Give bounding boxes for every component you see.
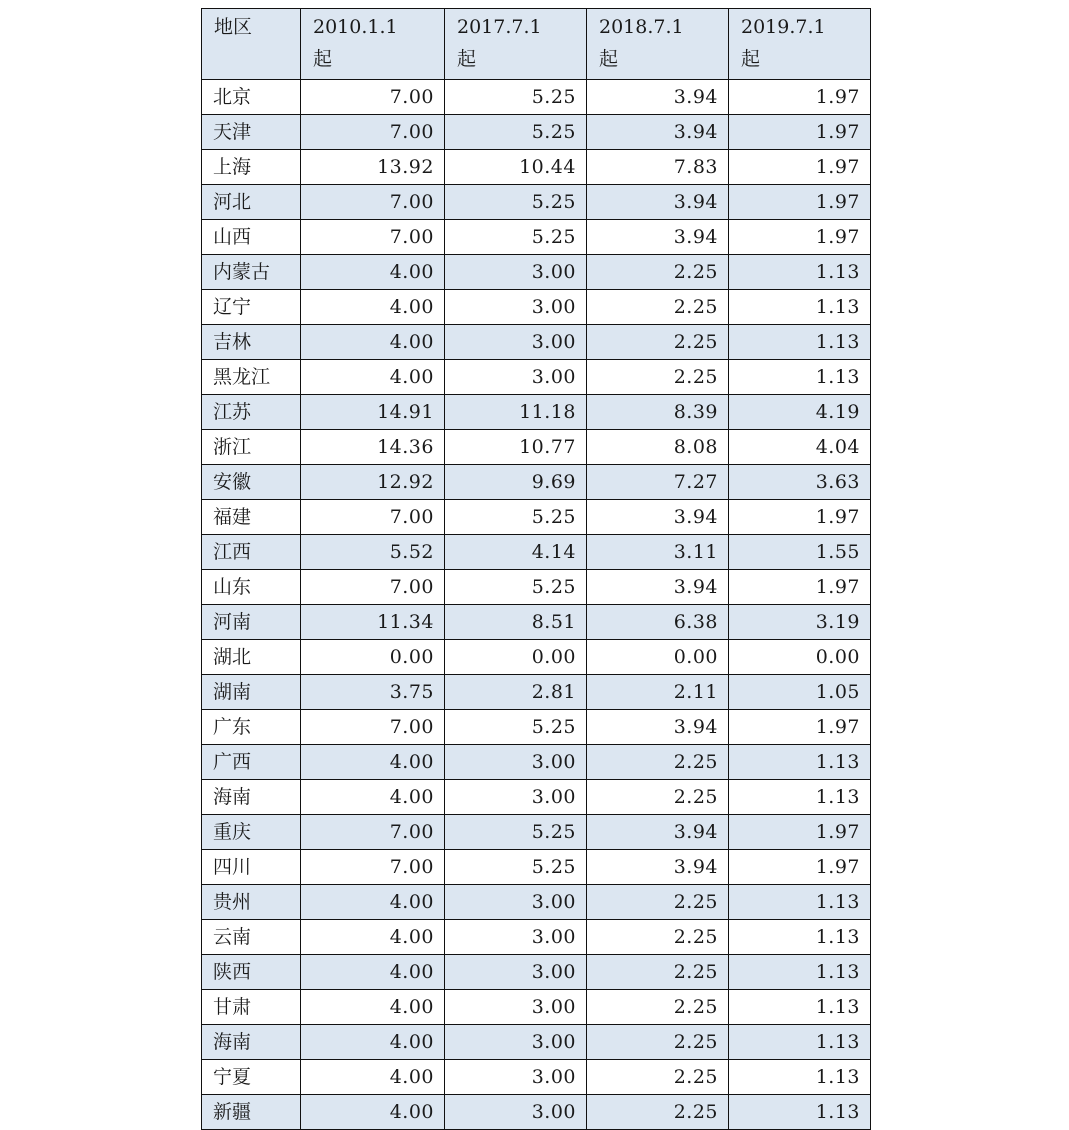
value-cell: 7.00 (301, 815, 445, 850)
value-cell: 1.97 (729, 500, 871, 535)
rate-table (201, 8, 871, 1130)
table-row (202, 780, 871, 815)
value-cell: 1.13 (729, 360, 871, 395)
value-cell: 7.00 (301, 185, 445, 220)
value-cell: 5.25 (445, 220, 587, 255)
value-cell: 2.25 (587, 325, 729, 360)
region-cell: 北京 (202, 80, 301, 115)
value-cell: 3.00 (445, 745, 587, 780)
value-cell: 3.00 (445, 990, 587, 1025)
value-cell: 1.13 (729, 955, 871, 990)
value-cell: 2.25 (587, 1095, 729, 1130)
value-cell: 3.00 (445, 255, 587, 290)
value-cell: 6.38 (587, 605, 729, 640)
region-cell: 福建 (202, 500, 301, 535)
table-row (202, 360, 871, 395)
region-cell: 河南 (202, 605, 301, 640)
value-cell: 13.92 (301, 150, 445, 185)
region-cell: 陕西 (202, 955, 301, 990)
table-row (202, 150, 871, 185)
header-date: 2019.7.1 (741, 16, 826, 38)
value-cell: 5.25 (445, 850, 587, 885)
value-cell: 1.97 (729, 220, 871, 255)
value-cell: 2.25 (587, 360, 729, 395)
value-cell: 3.94 (587, 185, 729, 220)
value-cell: 1.13 (729, 325, 871, 360)
value-cell: 14.36 (301, 430, 445, 465)
region-cell: 海南 (202, 780, 301, 815)
value-cell: 3.00 (445, 325, 587, 360)
value-cell: 9.69 (445, 465, 587, 500)
value-cell: 1.13 (729, 1095, 871, 1130)
value-cell: 2.25 (587, 885, 729, 920)
value-cell: 4.14 (445, 535, 587, 570)
table-row (202, 255, 871, 290)
value-cell: 4.00 (301, 780, 445, 815)
table-row (202, 815, 871, 850)
value-cell: 5.25 (445, 500, 587, 535)
value-cell: 3.94 (587, 815, 729, 850)
table-row (202, 325, 871, 360)
value-cell: 0.00 (729, 640, 871, 675)
value-cell: 1.13 (729, 1025, 871, 1060)
value-cell: 2.11 (587, 675, 729, 710)
region-cell: 海南 (202, 1025, 301, 1060)
value-cell: 1.13 (729, 920, 871, 955)
header-suffix: 起 (313, 48, 333, 70)
value-cell: 1.13 (729, 290, 871, 325)
region-cell: 浙江 (202, 430, 301, 465)
value-cell: 1.05 (729, 675, 871, 710)
table-row (202, 465, 871, 500)
value-cell: 1.13 (729, 885, 871, 920)
region-cell: 吉林 (202, 325, 301, 360)
value-cell: 1.97 (729, 80, 871, 115)
table-row (202, 570, 871, 605)
value-cell: 4.00 (301, 1095, 445, 1130)
value-cell: 4.00 (301, 990, 445, 1025)
value-cell: 5.25 (445, 185, 587, 220)
header-region (202, 9, 301, 80)
table-row (202, 955, 871, 990)
value-cell: 3.00 (445, 955, 587, 990)
value-cell: 8.08 (587, 430, 729, 465)
table-row (202, 220, 871, 255)
value-cell: 4.00 (301, 325, 445, 360)
value-cell: 4.00 (301, 885, 445, 920)
value-cell: 1.97 (729, 815, 871, 850)
header-col-2017 (445, 9, 587, 80)
value-cell: 1.55 (729, 535, 871, 570)
region-cell: 广西 (202, 745, 301, 780)
region-cell: 河北 (202, 185, 301, 220)
value-cell: 4.00 (301, 255, 445, 290)
header-suffix: 起 (599, 48, 619, 70)
region-cell: 安徽 (202, 465, 301, 500)
region-cell: 天津 (202, 115, 301, 150)
value-cell: 2.25 (587, 955, 729, 990)
value-cell: 14.91 (301, 395, 445, 430)
header-suffix: 起 (741, 48, 761, 70)
value-cell: 3.94 (587, 570, 729, 605)
value-cell: 11.18 (445, 395, 587, 430)
value-cell: 7.00 (301, 500, 445, 535)
region-cell: 辽宁 (202, 290, 301, 325)
value-cell: 4.04 (729, 430, 871, 465)
region-cell: 四川 (202, 850, 301, 885)
value-cell: 4.00 (301, 745, 445, 780)
value-cell: 7.00 (301, 80, 445, 115)
value-cell: 10.44 (445, 150, 587, 185)
value-cell: 5.25 (445, 115, 587, 150)
header-suffix: 起 (457, 48, 477, 70)
value-cell: 12.92 (301, 465, 445, 500)
table-body (202, 80, 871, 1130)
table-row (202, 710, 871, 745)
header-col-2018 (587, 9, 729, 80)
value-cell: 1.97 (729, 150, 871, 185)
value-cell: 2.25 (587, 920, 729, 955)
value-cell: 3.94 (587, 115, 729, 150)
region-cell: 广东 (202, 710, 301, 745)
value-cell: 1.13 (729, 780, 871, 815)
value-cell: 3.00 (445, 920, 587, 955)
table-row (202, 290, 871, 325)
table-row (202, 1025, 871, 1060)
value-cell: 4.00 (301, 955, 445, 990)
value-cell: 3.94 (587, 850, 729, 885)
region-cell: 甘肃 (202, 990, 301, 1025)
table-row (202, 1095, 871, 1130)
region-cell: 内蒙古 (202, 255, 301, 290)
value-cell: 1.13 (729, 990, 871, 1025)
value-cell: 11.34 (301, 605, 445, 640)
value-cell: 4.19 (729, 395, 871, 430)
value-cell: 5.25 (445, 710, 587, 745)
value-cell: 8.51 (445, 605, 587, 640)
table-row (202, 535, 871, 570)
value-cell: 4.00 (301, 1025, 445, 1060)
table-row (202, 990, 871, 1025)
header-date: 2017.7.1 (457, 16, 542, 38)
value-cell: 4.00 (301, 360, 445, 395)
header-col-2019 (729, 9, 871, 80)
value-cell: 8.39 (587, 395, 729, 430)
value-cell: 7.00 (301, 710, 445, 745)
value-cell: 2.25 (587, 990, 729, 1025)
table-row (202, 185, 871, 220)
value-cell: 1.97 (729, 185, 871, 220)
value-cell: 1.97 (729, 710, 871, 745)
value-cell: 1.97 (729, 570, 871, 605)
value-cell: 2.25 (587, 290, 729, 325)
region-cell: 江苏 (202, 395, 301, 430)
value-cell: 7.00 (301, 570, 445, 605)
region-cell: 黑龙江 (202, 360, 301, 395)
region-cell: 新疆 (202, 1095, 301, 1130)
region-cell: 湖北 (202, 640, 301, 675)
table-row (202, 920, 871, 955)
table-row (202, 640, 871, 675)
value-cell: 1.13 (729, 1060, 871, 1095)
header-row (202, 9, 871, 80)
region-cell: 上海 (202, 150, 301, 185)
value-cell: 3.00 (445, 1095, 587, 1130)
value-cell: 7.83 (587, 150, 729, 185)
value-cell: 5.25 (445, 815, 587, 850)
value-cell: 3.00 (445, 1060, 587, 1095)
value-cell: 5.25 (445, 570, 587, 605)
header-date: 2018.7.1 (599, 16, 684, 38)
region-cell: 贵州 (202, 885, 301, 920)
value-cell: 2.81 (445, 675, 587, 710)
table-row (202, 1060, 871, 1095)
value-cell: 0.00 (587, 640, 729, 675)
header-date: 2010.1.1 (313, 16, 398, 38)
value-cell: 7.27 (587, 465, 729, 500)
value-cell: 3.00 (445, 780, 587, 815)
table-row (202, 500, 871, 535)
value-cell: 3.19 (729, 605, 871, 640)
value-cell: 1.97 (729, 115, 871, 150)
value-cell: 2.25 (587, 255, 729, 290)
table-row (202, 850, 871, 885)
value-cell: 3.94 (587, 710, 729, 745)
value-cell: 1.13 (729, 745, 871, 780)
value-cell: 7.00 (301, 115, 445, 150)
value-cell: 0.00 (445, 640, 587, 675)
value-cell: 4.00 (301, 1060, 445, 1095)
value-cell: 3.00 (445, 290, 587, 325)
table-row (202, 115, 871, 150)
region-cell: 宁夏 (202, 1060, 301, 1095)
region-cell: 湖南 (202, 675, 301, 710)
value-cell: 3.00 (445, 885, 587, 920)
region-cell: 山西 (202, 220, 301, 255)
table-row (202, 430, 871, 465)
value-cell: 3.00 (445, 360, 587, 395)
value-cell: 5.25 (445, 80, 587, 115)
value-cell: 3.94 (587, 500, 729, 535)
table-row (202, 675, 871, 710)
value-cell: 3.00 (445, 1025, 587, 1060)
value-cell: 7.00 (301, 220, 445, 255)
value-cell: 1.13 (729, 255, 871, 290)
table-row (202, 885, 871, 920)
value-cell: 5.52 (301, 535, 445, 570)
region-cell: 云南 (202, 920, 301, 955)
value-cell: 3.11 (587, 535, 729, 570)
value-cell: 7.00 (301, 850, 445, 885)
value-cell: 2.25 (587, 745, 729, 780)
table-row (202, 80, 871, 115)
value-cell: 3.94 (587, 80, 729, 115)
table-row (202, 605, 871, 640)
table-row (202, 745, 871, 780)
value-cell: 0.00 (301, 640, 445, 675)
region-cell: 重庆 (202, 815, 301, 850)
region-cell: 江西 (202, 535, 301, 570)
table-row (202, 395, 871, 430)
value-cell: 4.00 (301, 920, 445, 955)
value-cell: 3.63 (729, 465, 871, 500)
value-cell: 3.94 (587, 220, 729, 255)
value-cell: 1.97 (729, 850, 871, 885)
value-cell: 10.77 (445, 430, 587, 465)
header-col-2010 (301, 9, 445, 80)
value-cell: 2.25 (587, 780, 729, 815)
table-header (202, 9, 871, 80)
value-cell: 3.75 (301, 675, 445, 710)
value-cell: 2.25 (587, 1060, 729, 1095)
region-cell: 山东 (202, 570, 301, 605)
value-cell: 4.00 (301, 290, 445, 325)
value-cell: 2.25 (587, 1025, 729, 1060)
header-region-label: 地区 (214, 16, 253, 38)
